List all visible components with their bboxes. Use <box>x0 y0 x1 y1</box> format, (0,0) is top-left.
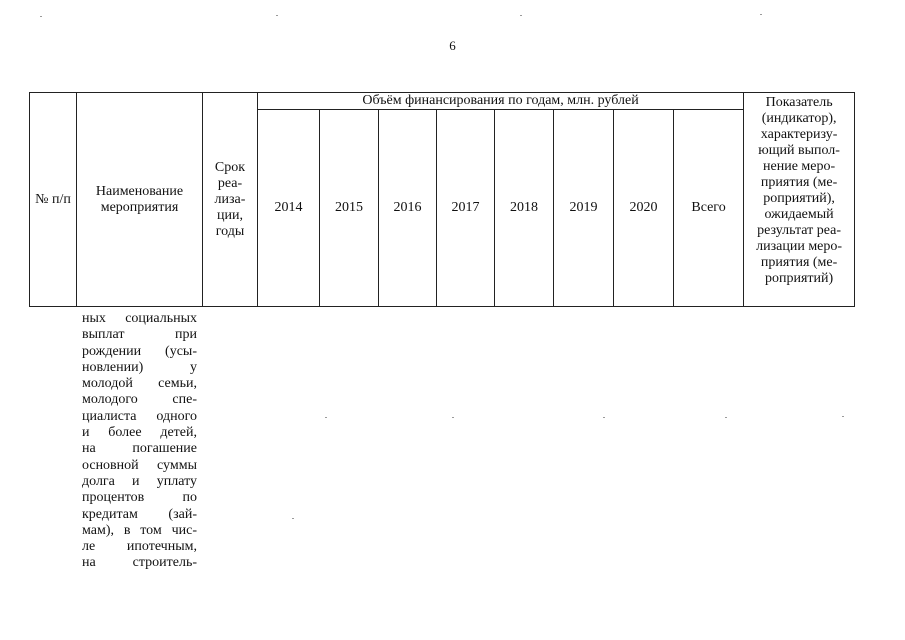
text-line: и более детей, <box>82 425 197 441</box>
scan-speck <box>725 417 727 418</box>
header-year: 2014 <box>258 110 320 307</box>
header-year: 2016 <box>379 110 437 307</box>
text-line: кредитам (зай- <box>82 506 197 522</box>
scan-speck <box>40 16 42 17</box>
header-number: № п/п <box>30 93 77 307</box>
header-year: 2018 <box>495 110 554 307</box>
scan-speck <box>603 417 605 418</box>
text-line: на строитель- <box>82 555 197 571</box>
header-year: 2015 <box>320 110 379 307</box>
text-line: новлении) у <box>82 359 197 375</box>
text-line: выплат при <box>82 327 197 343</box>
text-line: на погашение <box>82 441 197 457</box>
text-line: мам), в том чис- <box>82 522 197 538</box>
continuation-text <box>82 311 197 572</box>
text-line: основной суммы <box>82 457 197 473</box>
header-financing-group: Объём финансирования по годам, млн. рублей <box>258 93 744 110</box>
scan-speck <box>452 417 454 418</box>
header-year: 2017 <box>437 110 495 307</box>
header-total: Всего <box>674 110 744 307</box>
text-line: рождении (усы- <box>82 343 197 359</box>
text-line: ле ипотечным, <box>82 539 197 555</box>
text-line: молодого спе- <box>82 392 197 408</box>
header-indicator: Показатель (индикатор), характеризу-ющий выпол-нение меро-приятия (ме-роприятий), ожидаемый результат реа-лизации меро-приятия (ме-роприятий) <box>744 93 855 307</box>
header-year: 2020 <box>614 110 674 307</box>
text-line: ных социальных <box>82 311 197 326</box>
header-term: Срок реа-лиза-ции, годы <box>203 93 258 307</box>
financing-table <box>29 92 855 307</box>
text-line: долга и уплату <box>82 473 197 489</box>
text-line: процентов по <box>82 490 197 506</box>
text-line: циалиста одного <box>82 408 197 424</box>
header-name: Наименование мероприятия <box>77 93 203 307</box>
page-number: 6 <box>449 38 456 53</box>
scan-speck <box>760 14 762 15</box>
scan-speck <box>292 518 294 519</box>
scan-speck <box>842 416 844 417</box>
header-year: 2019 <box>554 110 614 307</box>
scan-speck <box>276 15 278 16</box>
scan-speck <box>520 15 522 16</box>
text-line: молодой семьи, <box>82 376 197 392</box>
scan-speck <box>325 417 327 418</box>
